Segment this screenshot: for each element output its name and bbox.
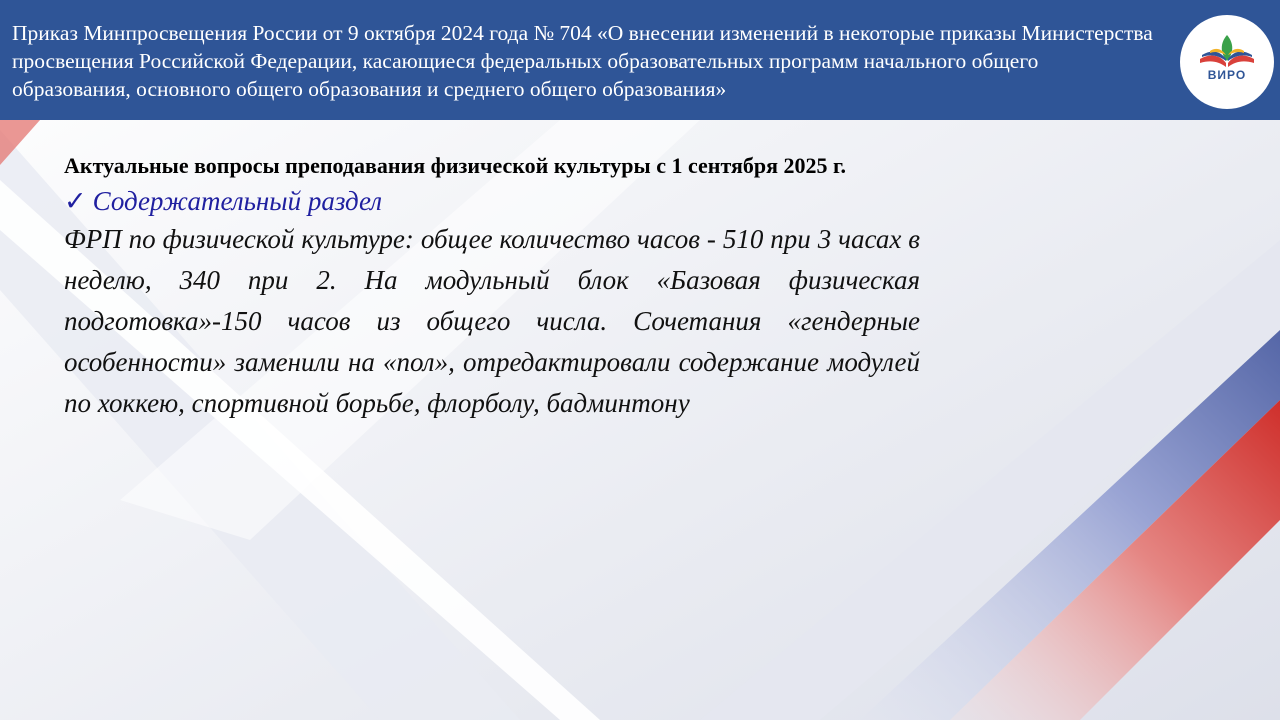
section-title: Содержательный раздел xyxy=(92,186,383,216)
section-heading xyxy=(64,183,920,219)
slide-content xyxy=(64,150,920,424)
logo-text: ВИРО xyxy=(1207,68,1247,82)
checkmark-icon: ✓ xyxy=(64,186,87,216)
book-leaf-icon xyxy=(1180,15,1274,109)
header-bar xyxy=(0,0,1280,120)
viro-logo xyxy=(1180,15,1274,109)
slide-subtitle: Актуальные вопросы преподавания физической культуры с 1 сентября 2025 г. xyxy=(64,153,847,178)
header-title: Приказ Минпросвещения России от 9 октября 2024 года № 704 «О внесении изменений в некоторые приказы Министерства просвещения Российской Федерации, касающиеся федеральных образовательных программ начального общего образования, основного общего образования и среднего общего образования» xyxy=(12,21,1153,101)
body-paragraph: ФРП по физической культуре: общее количество часов - 510 при 3 часах в неделю, 340 при 2. На модульный блок «Базовая физическая подготовка»-150 часов из общего числа. Сочетания «гендерные особенности» заменили на «пол», отредактировали содержание модулей по хоккею, спортивной борьбе, флорболу, бадминтону xyxy=(64,224,920,418)
